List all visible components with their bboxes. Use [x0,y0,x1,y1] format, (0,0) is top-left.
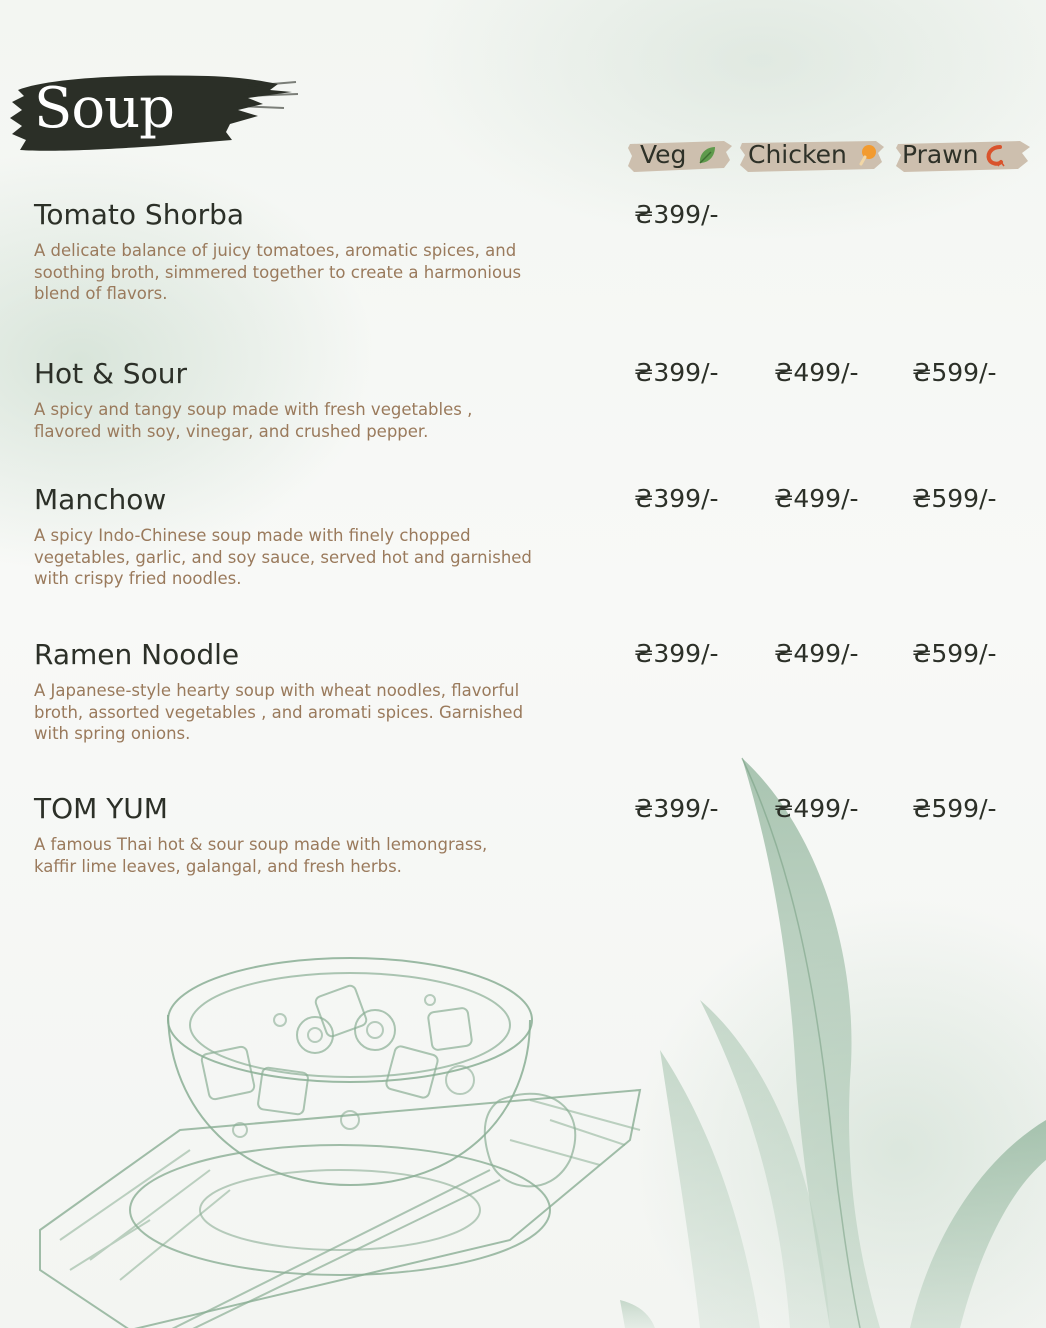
price-chicken: ₴499/- [774,358,859,387]
price-chicken: ₴499/- [774,639,859,668]
price-veg: ₴399/- [634,358,719,387]
prawn-icon [984,144,1006,168]
price-veg: ₴399/- [634,484,719,513]
column-label-chicken: Chicken [748,140,847,169]
item-description: A famous Thai hot & sour soup made with lemongrass, kaffir lime leaves, galangal, and fresh herbs. [34,835,488,876]
item-description: A spicy and tangy soup made with fresh vegetables , flavored with soy, vinegar, and crushed pepper. [34,400,473,441]
soup-bowl-illustration [30,940,670,1328]
item-description: A delicate balance of juicy tomatoes, aromatic spices, and soothing broth, simmered together to create a harmonious blend of flavors. [34,241,522,303]
column-header-chicken [740,136,884,176]
menu-item [34,638,534,745]
menu-item [34,483,534,590]
column-header-veg [628,136,732,176]
price-veg: ₴399/- [634,639,719,668]
price-chicken: ₴499/- [774,484,859,513]
item-name: Hot & Sour [34,357,187,390]
price-prawn: ₴599/- [912,484,997,513]
section-title: Soup [34,76,174,141]
price-prawn: ₴599/- [912,639,997,668]
leaf-icon [696,144,718,166]
column-label-prawn: Prawn [902,140,979,169]
menu-item [34,198,534,305]
item-name: Tomato Shorba [34,198,245,231]
price-prawn: ₴599/- [912,358,997,387]
price-veg: ₴399/- [634,200,719,229]
drumstick-icon [856,144,878,168]
column-header-prawn [896,136,1030,176]
item-name: TOM YUM [34,792,168,825]
price-veg: ₴399/- [634,794,719,823]
item-name: Ramen Noodle [34,638,240,671]
column-label-veg: Veg [640,140,687,169]
menu-item [34,792,534,877]
menu-item [34,357,534,442]
item-description: A Japanese-style hearty soup with wheat noodles, flavorful broth, assorted vegetables , and aromati spices. Garnished with spring onions. [34,681,524,743]
item-description: A spicy Indo-Chinese soup made with finely chopped vegetables, garlic, and soy sauce, served hot and garnished with crispy fried noodles. [34,526,532,588]
price-prawn: ₴599/- [912,794,997,823]
item-name: Manchow [34,483,167,516]
price-chicken: ₴499/- [774,794,859,823]
